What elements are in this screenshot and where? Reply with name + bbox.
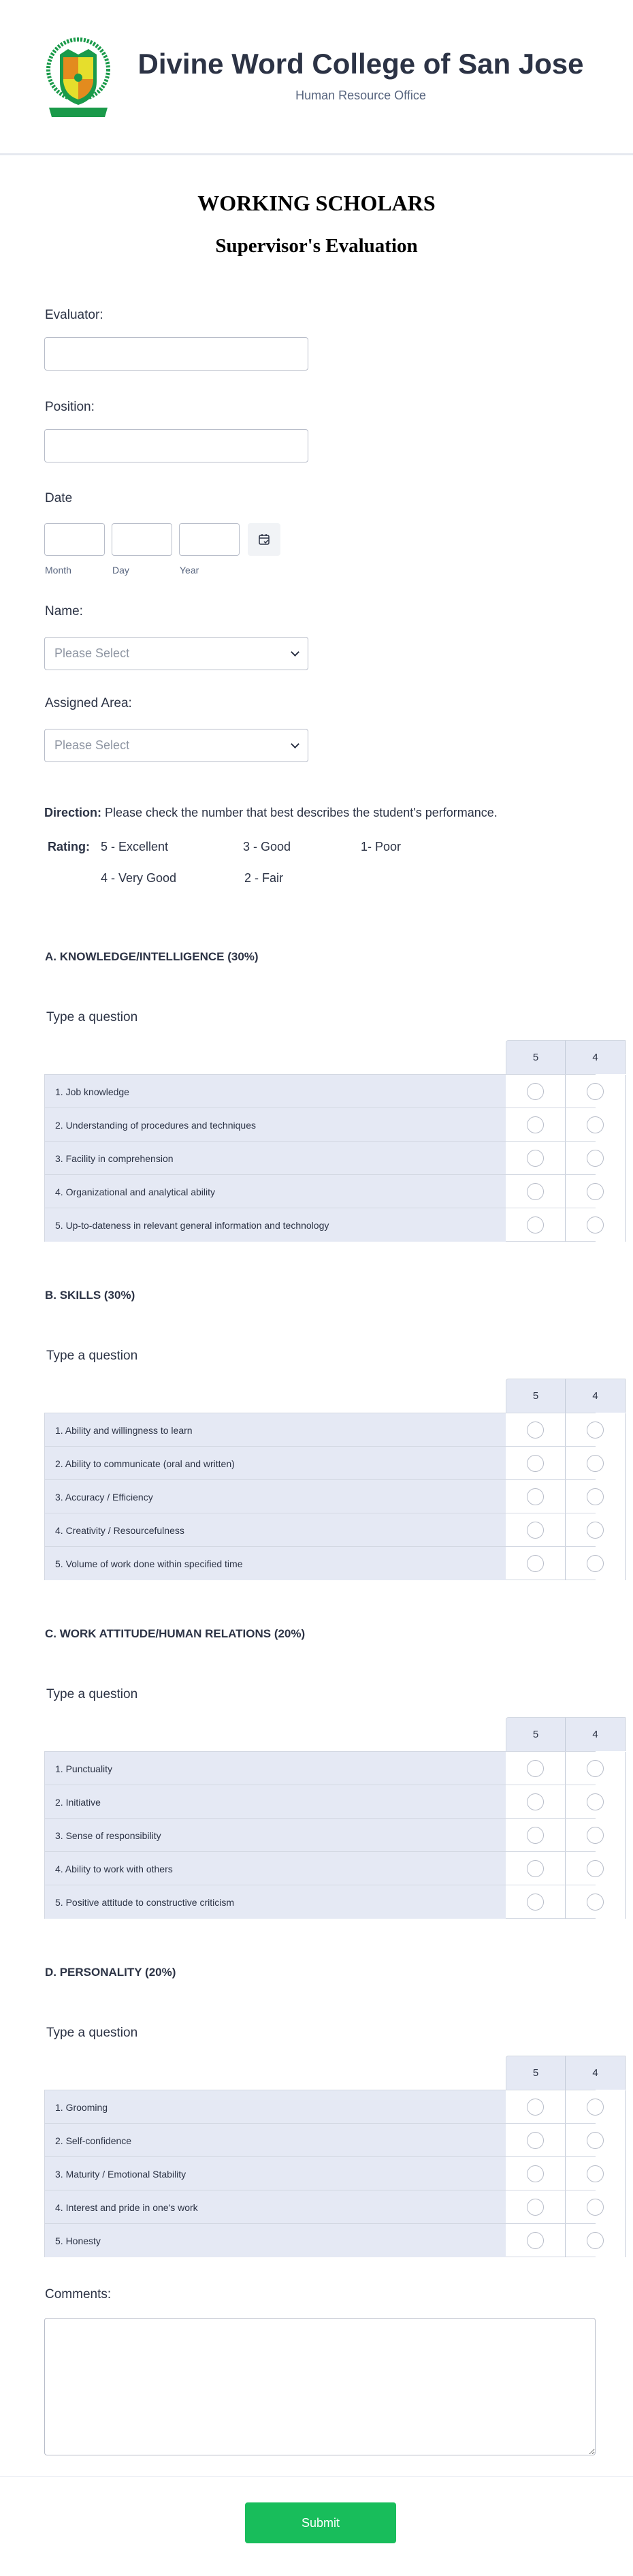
cell-4 <box>566 1819 626 1852</box>
day-input[interactable] <box>112 523 172 556</box>
cell-5 <box>506 1142 566 1175</box>
submit-button[interactable]: Submit <box>245 2502 396 2543</box>
radio-4[interactable] <box>587 1894 604 1911</box>
cell-4 <box>566 1785 626 1819</box>
column-header: 4 <box>566 1379 626 1413</box>
radio-5[interactable] <box>527 1421 544 1439</box>
matrix-row <box>44 1851 596 1885</box>
row-label: 2. Initiative <box>44 1785 506 1819</box>
radio-4[interactable] <box>587 1860 604 1877</box>
cell-5 <box>506 2124 566 2157</box>
matrix-row <box>44 1546 596 1580</box>
radio-5[interactable] <box>527 1083 544 1100</box>
radio-5[interactable] <box>527 1183 544 1200</box>
cell-5 <box>506 1413 566 1447</box>
matrix-row <box>44 1108 596 1141</box>
comments-textarea[interactable] <box>44 2318 596 2455</box>
rating-2: 2 - Fair <box>244 871 284 885</box>
row-label: 2. Understanding of procedures and techniques <box>44 1108 506 1142</box>
cell-5 <box>506 1852 566 1885</box>
radio-4[interactable] <box>587 1183 604 1200</box>
form-header <box>0 0 633 155</box>
calendar-button[interactable] <box>248 523 280 556</box>
matrix-header <box>44 2056 596 2090</box>
radio-5[interactable] <box>527 1116 544 1133</box>
row-label: 5. Up-to-dateness in relevant general information and technology <box>44 1208 506 1242</box>
matrix-row <box>44 1141 596 1174</box>
row-label: 3. Accuracy / Efficiency <box>44 1480 506 1513</box>
cell-4 <box>566 1413 626 1447</box>
radio-4[interactable] <box>587 1421 604 1439</box>
row-label: 4. Organizational and analytical ability <box>44 1175 506 1208</box>
rating-matrix <box>44 2056 596 2258</box>
cell-4 <box>566 2224 626 2257</box>
radio-4[interactable] <box>587 1488 604 1505</box>
matrix-row <box>44 2223 596 2257</box>
year-sublabel: Year <box>180 565 199 576</box>
form-footer <box>0 2476 633 2576</box>
radio-5[interactable] <box>527 1760 544 1777</box>
row-label: 2. Ability to communicate (oral and written) <box>44 1447 506 1480</box>
column-header: 5 <box>506 1717 566 1751</box>
radio-4[interactable] <box>587 2199 604 2216</box>
matrix-row <box>44 1208 596 1241</box>
radio-4[interactable] <box>587 1083 604 1100</box>
radio-5[interactable] <box>527 2165 544 2182</box>
rating-matrix <box>44 1717 596 1919</box>
month-input[interactable] <box>44 523 105 556</box>
calendar-icon <box>258 533 270 546</box>
position-input[interactable] <box>44 429 308 462</box>
radio-4[interactable] <box>587 1793 604 1810</box>
column-header: 4 <box>566 1717 626 1751</box>
direction-bold: Direction: <box>44 806 102 819</box>
radio-5[interactable] <box>527 1216 544 1234</box>
chevron-down-icon <box>291 648 299 657</box>
row-label: 2. Self-confidence <box>44 2124 506 2157</box>
direction-body: Please check the number that best describes the student's performance. <box>101 806 498 819</box>
date-label: Date <box>45 491 73 505</box>
cell-5 <box>506 1108 566 1142</box>
cell-5 <box>506 1752 566 1785</box>
row-label: 4. Ability to work with others <box>44 1852 506 1885</box>
radio-5[interactable] <box>527 2199 544 2216</box>
row-label: 3. Sense of responsibility <box>44 1819 506 1852</box>
matrix-row <box>44 1413 596 1446</box>
assigned-area-select[interactable] <box>44 729 308 762</box>
radio-4[interactable] <box>587 1116 604 1133</box>
cell-4 <box>566 1142 626 1175</box>
section-heading: D. PERSONALITY (20%) <box>45 1966 176 1979</box>
month-sublabel: Month <box>45 565 71 576</box>
matrix-row <box>44 1479 596 1513</box>
year-input[interactable] <box>179 523 240 556</box>
matrix-row <box>44 1513 596 1546</box>
form-subheading: Supervisor's Evaluation <box>215 235 418 257</box>
cell-5 <box>506 1075 566 1108</box>
cell-4 <box>566 2190 626 2224</box>
matrix-header <box>44 1379 596 1413</box>
matrix-row <box>44 2156 596 2190</box>
evaluator-input[interactable] <box>44 337 308 371</box>
row-label: 4. Interest and pride in one's work <box>44 2190 506 2224</box>
radio-4[interactable] <box>587 1216 604 1234</box>
position-label: Position: <box>45 400 95 414</box>
matrix-header <box>44 1040 596 1074</box>
cell-5 <box>506 2090 566 2124</box>
radio-4[interactable] <box>587 2099 604 2116</box>
college-seal-logo <box>45 34 112 121</box>
cell-4 <box>566 1752 626 1785</box>
cell-4 <box>566 2090 626 2124</box>
cell-4 <box>566 1547 626 1580</box>
chevron-down-icon <box>291 740 299 749</box>
matrix-question: Type a question <box>46 2026 138 2040</box>
row-label: 1. Punctuality <box>44 1752 506 1785</box>
cell-4 <box>566 1852 626 1885</box>
cell-5 <box>506 2224 566 2257</box>
radio-4[interactable] <box>587 1150 604 1167</box>
row-label: 4. Creativity / Resourcefulness <box>44 1513 506 1547</box>
matrix-row <box>44 1818 596 1851</box>
evaluator-label: Evaluator: <box>45 308 103 322</box>
radio-4[interactable] <box>587 2232 604 2249</box>
cell-4 <box>566 1208 626 1242</box>
matrix-row <box>44 2190 596 2223</box>
radio-4[interactable] <box>587 1522 604 1539</box>
row-label: 3. Facility in comprehension <box>44 1142 506 1175</box>
cell-4 <box>566 1447 626 1480</box>
cell-5 <box>506 2190 566 2224</box>
day-sublabel: Day <box>112 565 129 576</box>
cell-5 <box>506 1819 566 1852</box>
cell-4 <box>566 2157 626 2190</box>
rating-4: 4 - Very Good <box>101 871 177 885</box>
name-select-placeholder: Please Select <box>54 646 130 660</box>
row-label: 5. Honesty <box>44 2224 506 2257</box>
section-heading: B. SKILLS (30%) <box>45 1289 135 1302</box>
cell-5 <box>506 1175 566 1208</box>
area-select-placeholder: Please Select <box>54 738 130 752</box>
section-heading: A. KNOWLEDGE/INTELLIGENCE (30%) <box>45 950 259 963</box>
name-label: Name: <box>45 604 83 618</box>
radio-4[interactable] <box>587 1827 604 1844</box>
matrix-row <box>44 1885 596 1918</box>
matrix-row <box>44 2123 596 2156</box>
section-heading: C. WORK ATTITUDE/HUMAN RELATIONS (20%) <box>45 1627 306 1640</box>
cell-4 <box>566 1885 626 1919</box>
column-header: 4 <box>566 1040 626 1074</box>
row-label: 3. Maturity / Emotional Stability <box>44 2157 506 2190</box>
cell-5 <box>506 1208 566 1242</box>
rating-1: 1- Poor <box>361 840 402 853</box>
row-label: 1. Job knowledge <box>44 1075 506 1108</box>
matrix-row <box>44 1174 596 1208</box>
radio-4[interactable] <box>587 2165 604 2182</box>
radio-5[interactable] <box>527 1793 544 1810</box>
form-heading: WORKING SCHOLARS <box>197 191 436 215</box>
radio-5[interactable] <box>527 2132 544 2149</box>
radio-5[interactable] <box>527 2232 544 2249</box>
row-label: 5. Volume of work done within specified time <box>44 1547 506 1580</box>
rating-label: Rating: <box>48 840 90 853</box>
radio-5[interactable] <box>527 1827 544 1844</box>
matrix-row <box>44 1785 596 1818</box>
radio-5[interactable] <box>527 1522 544 1539</box>
name-select[interactable] <box>44 637 308 670</box>
matrix-question: Type a question <box>46 1010 138 1024</box>
column-header: 4 <box>566 2056 626 2090</box>
matrix-row <box>44 2090 596 2123</box>
cell-5 <box>506 1447 566 1480</box>
radio-5[interactable] <box>527 1860 544 1877</box>
row-label: 1. Ability and willingness to learn <box>44 1413 506 1447</box>
rating-5: 5 - Excellent <box>101 840 169 853</box>
cell-4 <box>566 1108 626 1142</box>
comments-label: Comments: <box>45 2287 112 2302</box>
college-title: Divine Word College of San Jose <box>137 48 584 80</box>
cell-5 <box>506 1885 566 1919</box>
office-subtitle: Human Resource Office <box>295 89 426 102</box>
radio-5[interactable] <box>527 1455 544 1472</box>
assigned-area-label: Assigned Area: <box>45 696 132 710</box>
radio-5[interactable] <box>527 1894 544 1911</box>
matrix-row <box>44 1446 596 1479</box>
radio-5[interactable] <box>527 2099 544 2116</box>
cell-4 <box>566 1175 626 1208</box>
radio-4[interactable] <box>587 1760 604 1777</box>
matrix-question: Type a question <box>46 1349 138 1363</box>
radio-5[interactable] <box>527 1150 544 1167</box>
row-label: 1. Grooming <box>44 2090 506 2124</box>
matrix-row <box>44 1751 596 1785</box>
cell-5 <box>506 1547 566 1580</box>
matrix-header <box>44 1717 596 1751</box>
column-header: 5 <box>506 2056 566 2090</box>
direction-text <box>44 806 498 820</box>
radio-4[interactable] <box>587 1455 604 1472</box>
rating-matrix <box>44 1040 596 1242</box>
cell-4 <box>566 1480 626 1513</box>
cell-4 <box>566 2124 626 2157</box>
row-label: 5. Positive attitude to constructive criticism <box>44 1885 506 1919</box>
cell-4 <box>566 1513 626 1547</box>
column-header: 5 <box>506 1379 566 1413</box>
cell-5 <box>506 1513 566 1547</box>
radio-5[interactable] <box>527 1555 544 1572</box>
radio-4[interactable] <box>587 1555 604 1572</box>
radio-4[interactable] <box>587 2132 604 2149</box>
cell-5 <box>506 2157 566 2190</box>
radio-5[interactable] <box>527 1488 544 1505</box>
cell-5 <box>506 1480 566 1513</box>
cell-4 <box>566 1075 626 1108</box>
column-header: 5 <box>506 1040 566 1074</box>
cell-5 <box>506 1785 566 1819</box>
rating-matrix <box>44 1379 596 1581</box>
matrix-row <box>44 1074 596 1108</box>
rating-3: 3 - Good <box>243 840 291 853</box>
matrix-question: Type a question <box>46 1687 138 1701</box>
